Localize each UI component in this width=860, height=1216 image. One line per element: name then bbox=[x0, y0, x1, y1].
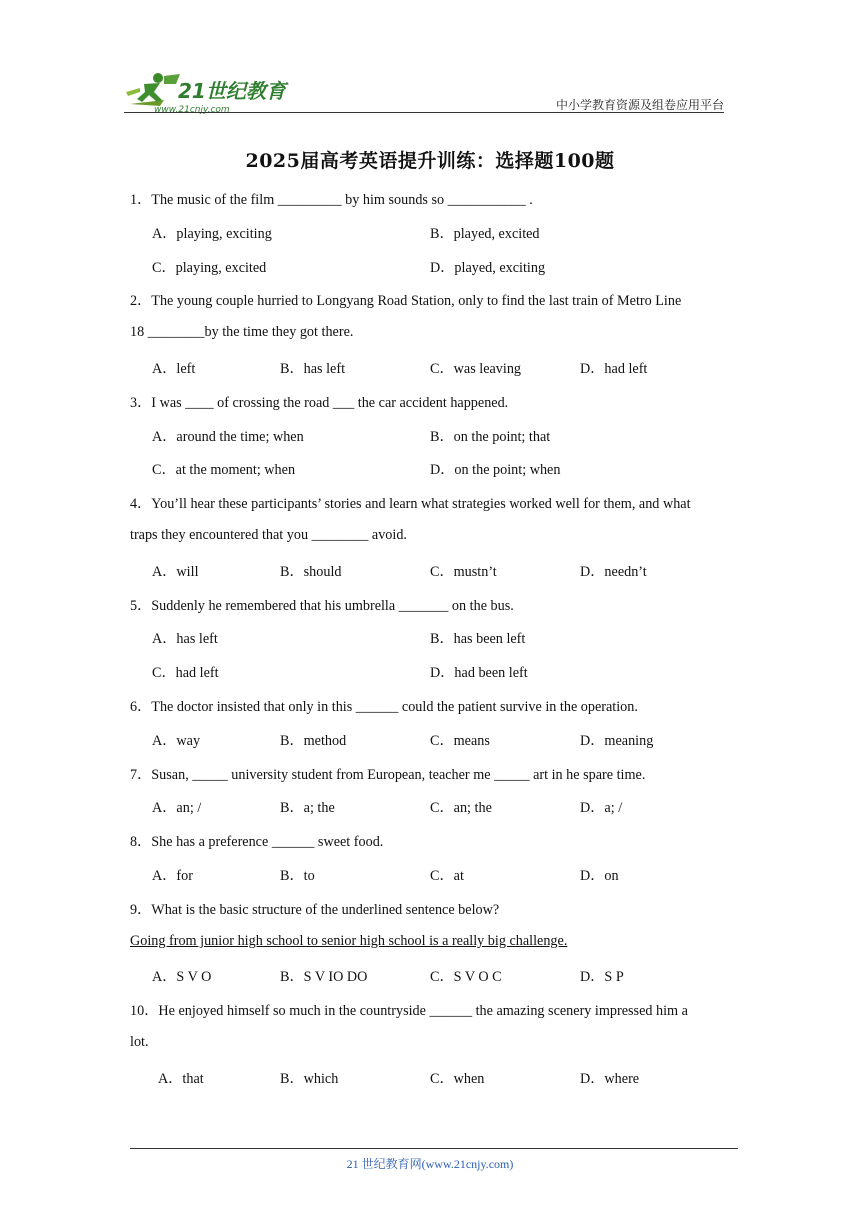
option-a[interactable]: A．has left bbox=[152, 631, 218, 647]
option-d[interactable]: D．had left bbox=[580, 361, 648, 377]
option-b[interactable]: B．S V IO DO bbox=[280, 969, 368, 985]
option-b[interactable]: B．which bbox=[280, 1071, 339, 1087]
svg-text:21世纪教育: 21世纪教育 bbox=[178, 79, 286, 103]
question-3-options-2 bbox=[152, 459, 752, 479]
question-1: 1．The music of the film _________ by him sounds so ___________ . bbox=[130, 192, 533, 208]
option-d[interactable]: D．needn’t bbox=[580, 564, 647, 580]
site-logo bbox=[124, 70, 299, 114]
option-c[interactable]: C．playing, excited bbox=[152, 260, 267, 276]
option-b[interactable]: B．to bbox=[280, 868, 315, 884]
question-10-cont: lot. bbox=[130, 1034, 149, 1050]
option-c[interactable]: C．when bbox=[430, 1071, 485, 1087]
question-6-options bbox=[152, 730, 752, 750]
question-5: 5．Suddenly he remembered that his umbrella _______ on the bus. bbox=[130, 598, 514, 614]
question-7-options bbox=[152, 797, 752, 817]
question-3: 3．I was ____ of crossing the road ___ the car accident happened. bbox=[130, 395, 509, 411]
question-4-cont: traps they encountered that you ________ avoid. bbox=[130, 527, 407, 543]
header-divider bbox=[124, 112, 724, 113]
option-b[interactable]: B．on the point; that bbox=[430, 429, 551, 445]
option-c[interactable]: C．mustn’t bbox=[430, 564, 497, 580]
question-9: 9．What is the basic structure of the underlined sentence below? bbox=[130, 902, 500, 918]
option-b[interactable]: B．method bbox=[280, 733, 347, 749]
question-10: 10．He enjoyed himself so much in the countryside ______ the amazing scenery impressed him a bbox=[130, 1003, 688, 1019]
question-10-options bbox=[158, 1068, 758, 1088]
option-d[interactable]: D．S P bbox=[580, 969, 624, 985]
option-b[interactable]: B．has been left bbox=[430, 631, 526, 647]
option-c[interactable]: C．at bbox=[430, 868, 464, 884]
underlined-sentence: Going from junior high school to senior high school is a really big challenge. bbox=[130, 933, 568, 949]
footer-divider bbox=[130, 1148, 738, 1149]
option-c[interactable]: C．was leaving bbox=[430, 361, 522, 377]
option-b[interactable]: B．has left bbox=[280, 361, 346, 377]
option-c[interactable]: C．at the moment; when bbox=[152, 462, 296, 478]
question-3-options bbox=[152, 426, 752, 446]
option-a[interactable]: A．for bbox=[152, 868, 193, 884]
question-5-options-2 bbox=[152, 662, 752, 682]
svg-text:www.21cnjy.com: www.21cnjy.com bbox=[154, 105, 230, 114]
option-d[interactable]: D．on the point; when bbox=[430, 462, 561, 478]
option-a[interactable]: A．S V O bbox=[152, 969, 212, 985]
option-d[interactable]: D．had been left bbox=[430, 665, 528, 681]
platform-name: 中小学教育资源及组卷应用平台 bbox=[555, 98, 724, 112]
footer-link[interactable]: 21 世纪教育网(www.21cnjy.com) bbox=[346, 1157, 514, 1171]
option-a[interactable]: A．around the time; when bbox=[152, 429, 304, 445]
question-1-options-2 bbox=[152, 257, 752, 277]
question-8: 8．She has a preference ______ sweet food. bbox=[130, 834, 384, 850]
page-header bbox=[124, 70, 724, 114]
question-1-options bbox=[152, 223, 752, 243]
page-title: 2025届高考英语提升训练：选择题100题 bbox=[245, 150, 615, 172]
option-b[interactable]: B．should bbox=[280, 564, 342, 580]
option-a[interactable]: A．that bbox=[158, 1071, 204, 1087]
question-8-options bbox=[152, 865, 752, 885]
option-d[interactable]: D．on bbox=[580, 868, 619, 884]
option-a[interactable]: A．left bbox=[152, 361, 196, 377]
option-b[interactable]: B．a; the bbox=[280, 800, 335, 816]
question-4: 4．You’ll hear these participants’ stories and learn what strategies worked well for them, and what bbox=[130, 496, 691, 512]
option-d[interactable]: D．played, exciting bbox=[430, 260, 546, 276]
option-c[interactable]: C．an; the bbox=[430, 800, 492, 816]
question-2: 2．The young couple hurried to Longyang Road Station, only to find the last train of Metro Line bbox=[130, 293, 682, 309]
option-a[interactable]: A．will bbox=[152, 564, 199, 580]
option-d[interactable]: D．where bbox=[580, 1071, 640, 1087]
question-6: 6．The doctor insisted that only in this ______ could the patient survive in the operation. bbox=[130, 699, 638, 715]
option-a[interactable]: A．an; / bbox=[152, 800, 202, 816]
question-5-options bbox=[152, 628, 752, 648]
question-2-options bbox=[152, 358, 752, 378]
question-2-cont: 18 ________by the time they got there. bbox=[130, 324, 354, 340]
option-a[interactable]: A．playing, exciting bbox=[152, 226, 272, 242]
option-d[interactable]: D．a; / bbox=[580, 800, 623, 816]
question-7: 7．Susan, _____ university student from European, teacher me _____ art in he spare time. bbox=[130, 767, 646, 783]
option-c[interactable]: C．S V O C bbox=[430, 969, 502, 985]
option-d[interactable]: D．meaning bbox=[580, 733, 654, 749]
option-c[interactable]: C．means bbox=[430, 733, 490, 749]
option-b[interactable]: B．played, excited bbox=[430, 226, 540, 242]
option-c[interactable]: C．had left bbox=[152, 665, 219, 681]
question-4-options bbox=[152, 561, 752, 581]
option-a[interactable]: A．way bbox=[152, 733, 201, 749]
question-9-options bbox=[152, 966, 752, 986]
